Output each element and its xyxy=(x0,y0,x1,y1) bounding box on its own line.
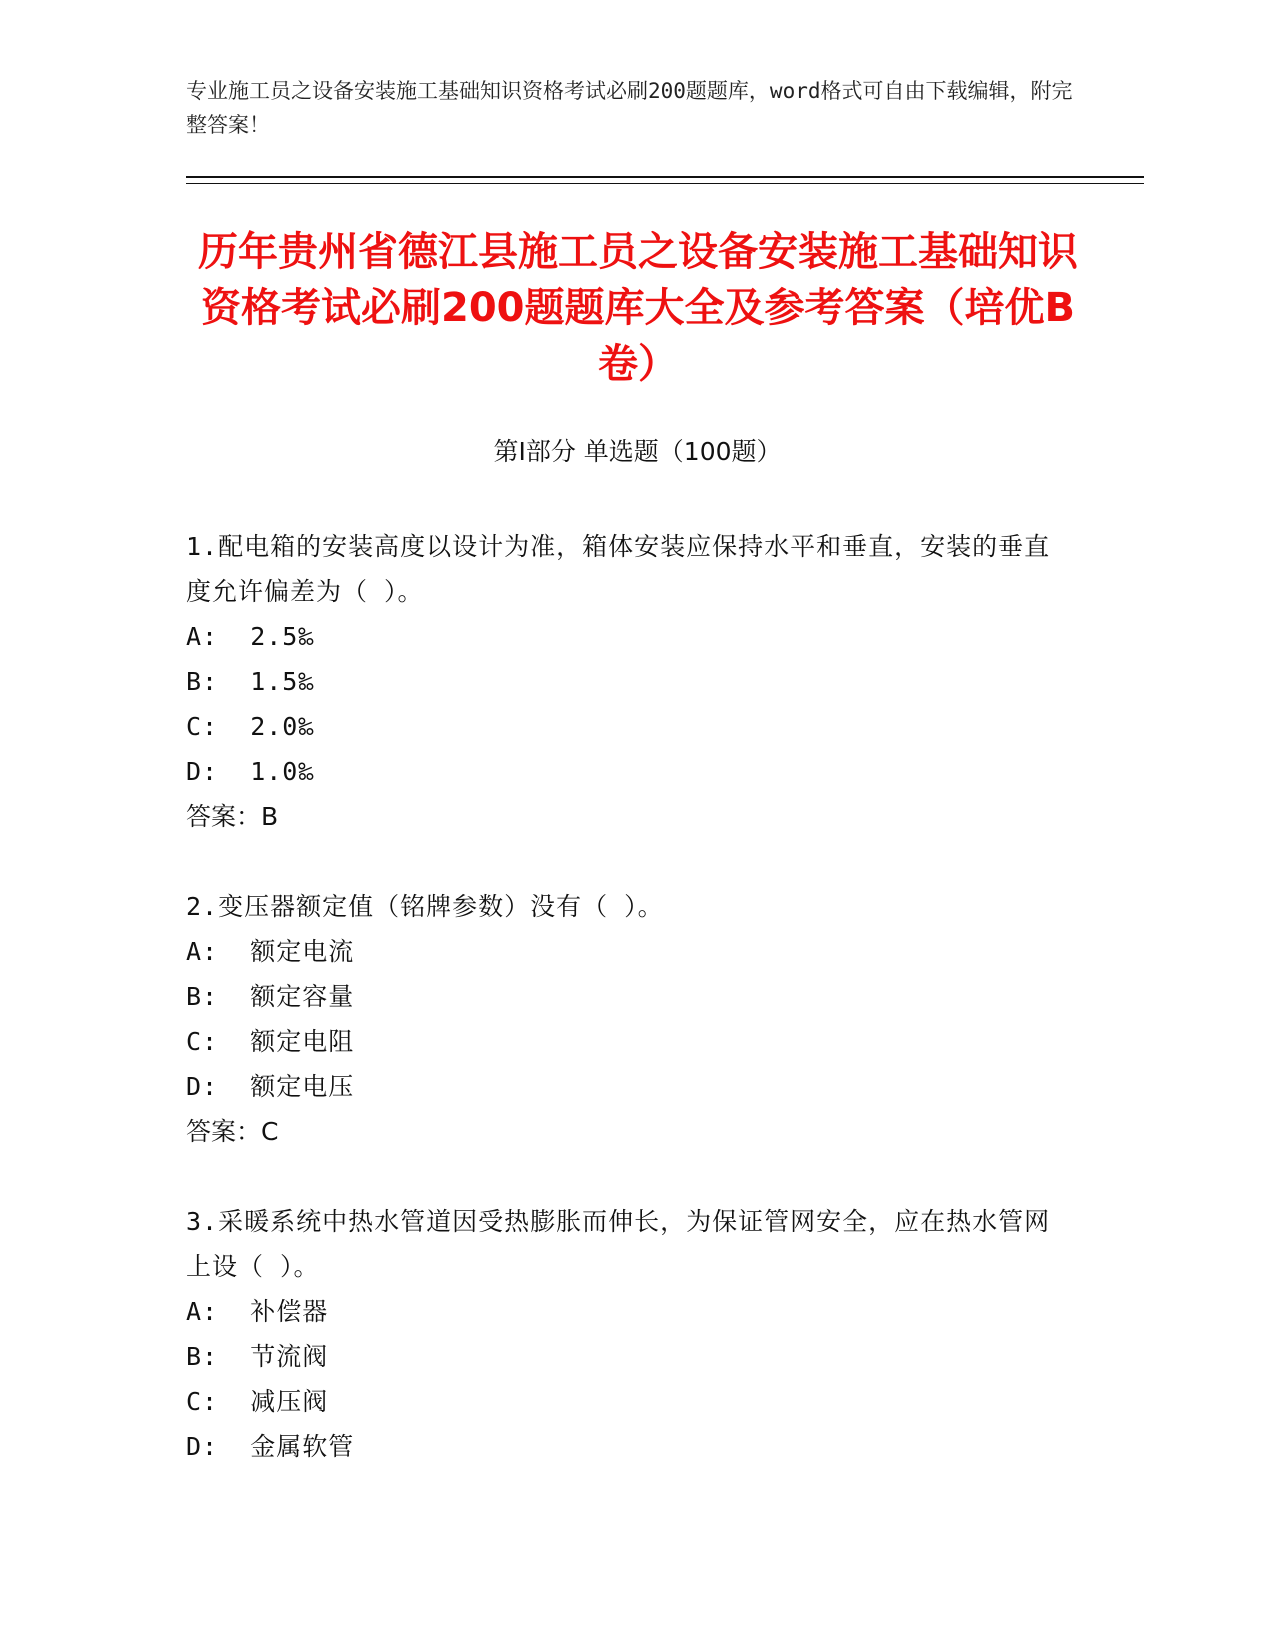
question-spacer xyxy=(186,1154,1066,1199)
answer-line: 答案：C xyxy=(186,1117,279,1146)
question-list xyxy=(186,524,1066,1469)
option-c: C: 减压阀 xyxy=(186,1387,329,1416)
question-3 xyxy=(186,1199,1066,1469)
document-title: 历年贵州省德江县施工员之设备安装施工基础知识资格考试必刷200题题库大全及参考答案（培优B卷） xyxy=(198,229,1078,387)
section-title: 第Ⅰ部分 单选题（100题） xyxy=(493,437,782,466)
option-a: A: 补偿器 xyxy=(186,1297,329,1326)
option-d: D: 金属软管 xyxy=(186,1432,355,1461)
header-rule-thin xyxy=(186,183,1144,184)
option-a: A: 额定电流 xyxy=(186,937,355,966)
answer-line: 答案：B xyxy=(186,802,279,831)
option-c: C: 额定电阻 xyxy=(186,1027,355,1056)
question-2 xyxy=(186,884,1066,1154)
option-d: D: 1.0‰ xyxy=(186,757,315,786)
question-stem: 1.配电箱的安装高度以设计为准，箱体安装应保持水平和垂直，安装的垂直度允许偏差为（ ）。 xyxy=(186,532,1051,606)
option-b: B: 1.5‰ xyxy=(186,667,315,696)
option-b: B: 节流阀 xyxy=(186,1342,329,1371)
question-1 xyxy=(186,524,1066,839)
option-a: A: 2.5‰ xyxy=(186,622,315,651)
question-spacer xyxy=(186,839,1066,884)
option-c: C: 2.0‰ xyxy=(186,712,315,741)
option-d: D: 额定电压 xyxy=(186,1072,355,1101)
header-note: 专业施工员之设备安装施工基础知识资格考试必刷200题题库，word格式可自由下载编辑，附完整答案！ xyxy=(186,79,1073,137)
option-b: B: 额定容量 xyxy=(186,982,355,1011)
question-stem: 3.采暖系统中热水管道因受热膨胀而伸长，为保证管网安全，应在热水管网上设（ ）。 xyxy=(186,1207,1051,1281)
header-rule-thick xyxy=(186,176,1144,178)
question-stem: 2.变压器额定值（铭牌参数）没有（ ）。 xyxy=(186,892,664,921)
